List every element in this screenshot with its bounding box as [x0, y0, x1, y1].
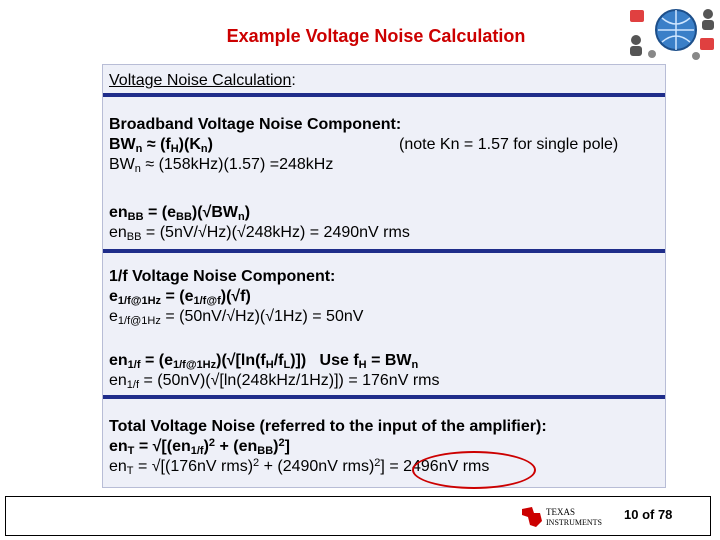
ent-calc: $en_T = √[(176nV$ rms)$^2$ + (2490nV rms)$^2$] = 2496nV rms — [109, 457, 490, 477]
en1f-calc: $en_{1/f} = (50nV)(√[\ln(248kHz/1Hz)]) = 176nV$ rms — [109, 372, 440, 391]
flicker-e-calc: $e_{1/f@1Hz} = (50nV/√Hz)(√1Hz) = 50nV$ — [109, 308, 364, 327]
broadband-section — [109, 115, 659, 175]
brand-line2: INSTRUMENTS — [546, 518, 603, 527]
networking-icon — [622, 4, 718, 64]
slide-title: Example Voltage Noise Calculation — [226, 26, 526, 46]
brand-line1: TEXAS — [546, 507, 575, 517]
flicker-section — [109, 267, 659, 327]
broadband-bw-calc: $BW_n \approx (158kHz)(1.57) =248kHz$ — [109, 156, 334, 175]
flicker-e-equation: $e_{1/f@1Hz} = (e_{1/f@f})(√f)$ — [109, 288, 251, 307]
content-panel — [102, 64, 666, 488]
en1f-equation: $en_{1/f} = (e_{1/f@1Hz})(√[\ln(f_H/f_L)])$ Use $f_H = BW_n$ — [109, 352, 419, 371]
enbb-section — [109, 203, 659, 243]
divider — [103, 93, 665, 97]
page-number: 10 of 78 — [624, 507, 673, 522]
divider — [103, 249, 665, 253]
broadband-title: Broadband Voltage Noise Component: — [109, 116, 402, 133]
enbb-calc: $en_{BB} = (5nV/√Hz)(√248kHz) = 2490nV$ rms — [109, 224, 410, 243]
divider — [103, 395, 665, 399]
en1f-section — [109, 351, 659, 391]
enbb-equation: $en_{BB} = (e_{BB})(√BW_n)$ — [109, 204, 251, 223]
flicker-title: 1/f Voltage Noise Component: — [109, 268, 336, 285]
section-heading: Voltage Noise Calculation: — [109, 72, 296, 89]
broadband-bw-equation: $BW_n \approx (f_H)(K_n)$ (note Kn = 1.57 for single pole) — [109, 136, 619, 155]
total-section — [109, 417, 659, 477]
broadband-note: (note Kn = 1.57 for single pole) — [399, 136, 619, 153]
ent-equation: $en_T = √[(en_{1/f})^2 + (en_{BB})^2]$ — [109, 437, 290, 457]
total-title: Total Voltage Noise (referred to the input of the amplifier): — [109, 418, 547, 435]
texas-instruments-logo — [520, 503, 612, 529]
result-highlight-ellipse — [412, 451, 536, 489]
